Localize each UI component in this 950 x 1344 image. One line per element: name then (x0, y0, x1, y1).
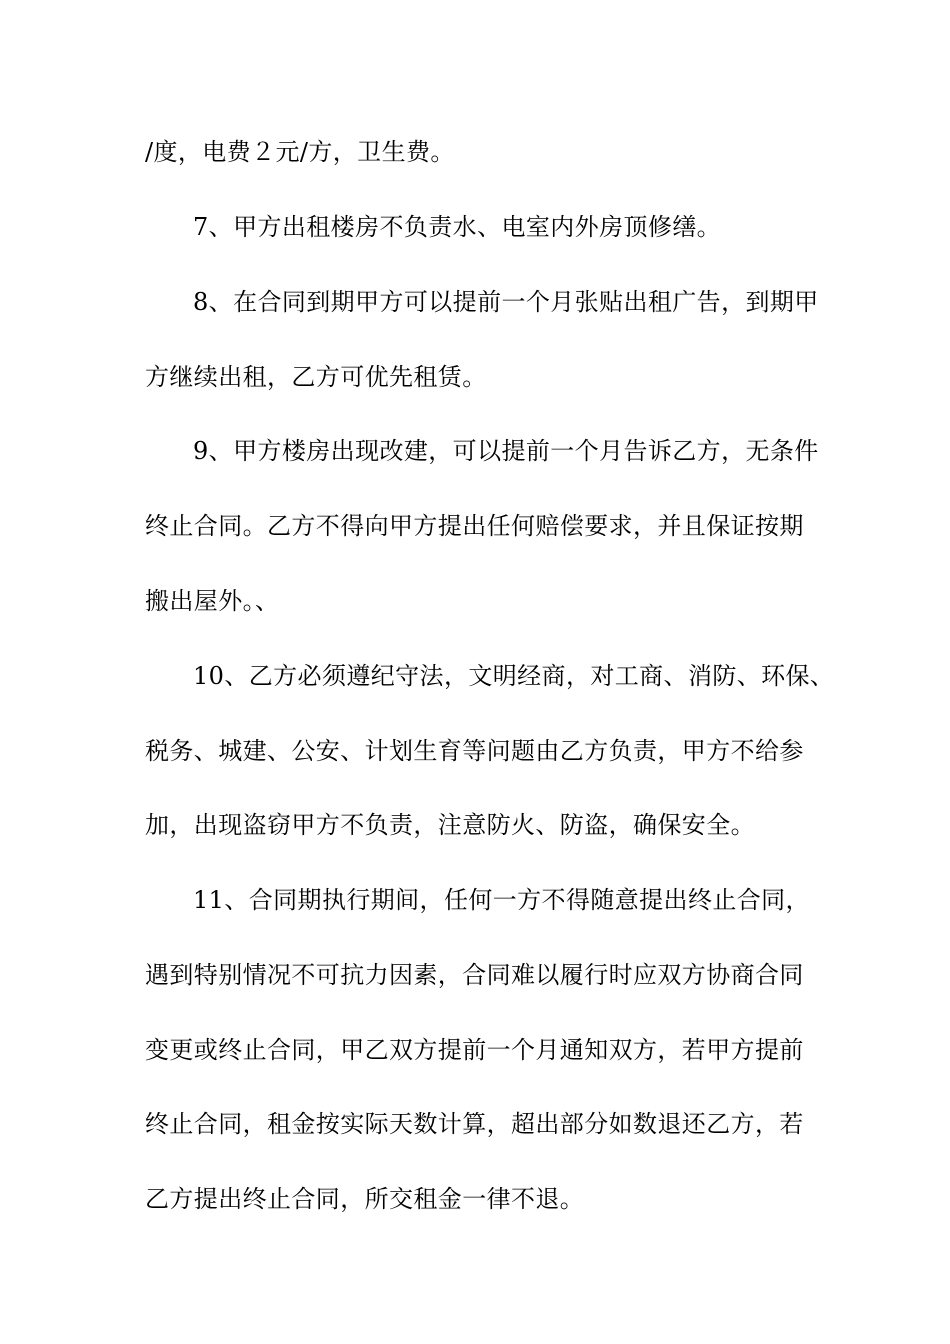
text-line: 遇到特别情况不可抗力因素，合同难以履行时应双方协商合同 (145, 961, 804, 989)
text-line: 税务、城建、公安、计划生育等问题由乙方负责，甲方不给参 (145, 737, 804, 765)
clause-7: 7、甲方出租楼房不负责水、电室内外房顶修缮。 (193, 213, 722, 241)
text-line: 终止合同。乙方不得向甲方提出任何赔偿要求，并且保证按期 (145, 512, 804, 540)
clause-11: 11、合同期执行期间，任何一方不得随意提出终止合同， (193, 886, 810, 914)
text-line: 乙方提出终止合同，所交租金一律不退。 (145, 1185, 585, 1213)
text-line: 方继续出租，乙方可优先租赁。 (145, 363, 487, 391)
clause-8: 8、在合同到期甲方可以提前一个月张贴出租广告，到期甲 (193, 288, 819, 316)
text-line: /度，电费２元/方，卫生费。 (145, 138, 455, 166)
clause-10: 10、乙方必须遵纪守法，文明经商，对工商、消防、环保、 (193, 662, 835, 690)
text-line: 加，出现盗窃甲方不负责，注意防火、防盗，确保安全。 (145, 811, 755, 839)
text-line: 终止合同，租金按实际天数计算，超出部分如数退还乙方，若 (145, 1110, 804, 1138)
text-line: 变更或终止合同，甲乙双方提前一个月通知双方，若甲方提前 (145, 1036, 804, 1064)
clause-9: 9、甲方楼房出现改建，可以提前一个月告诉乙方，无条件 (193, 437, 819, 465)
text-line: 搬出屋外。、 (145, 587, 280, 615)
